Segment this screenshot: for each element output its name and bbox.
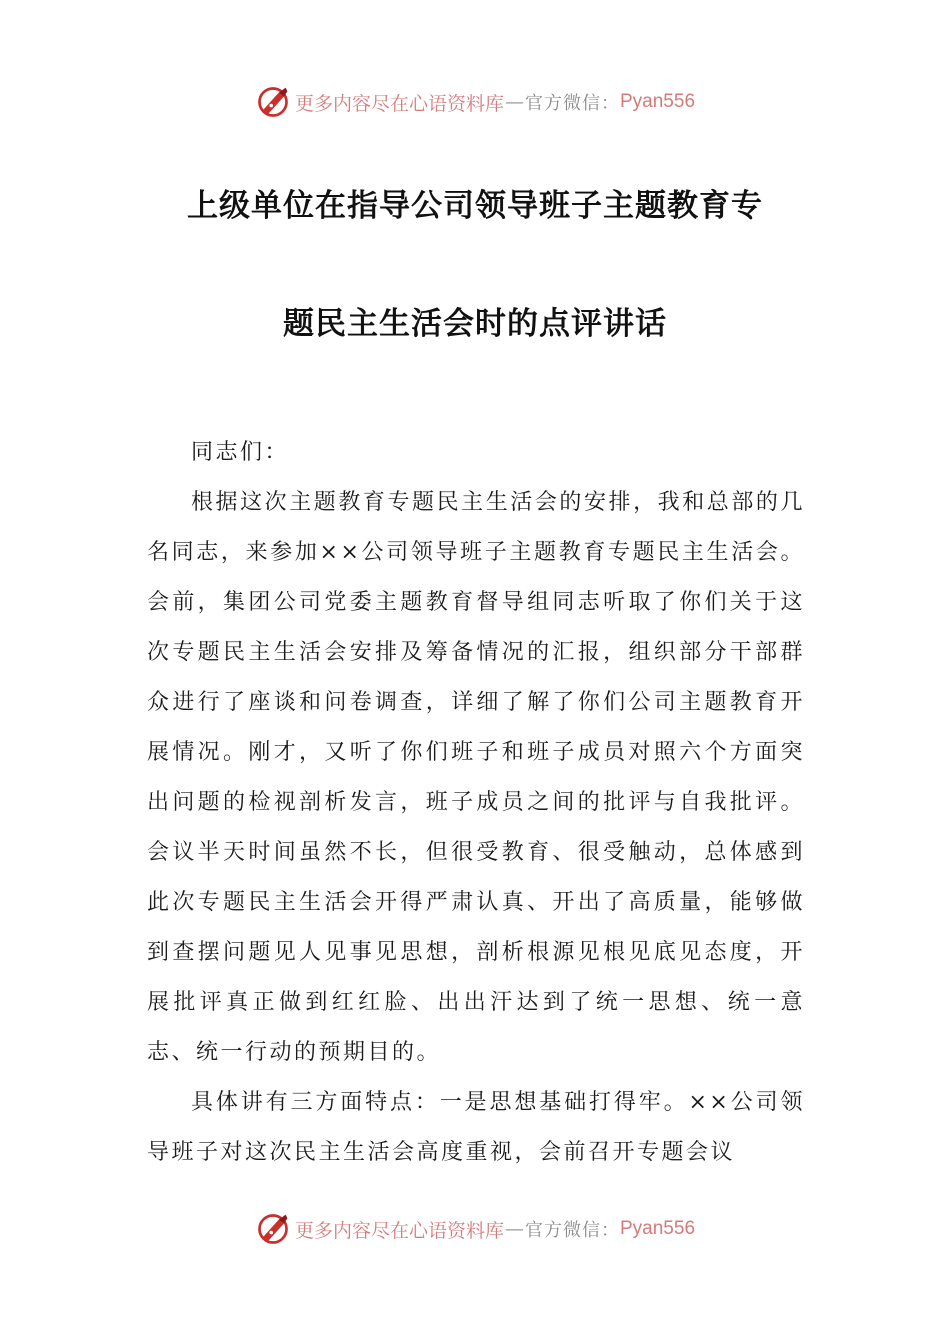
banner-sub-text: 官方微信：: [525, 93, 620, 114]
footer-banner-sub-text: 官方微信：: [525, 1220, 620, 1241]
salutation: 同志们：: [191, 440, 290, 465]
banner-main-text: 更多内容尽在心语资料库: [294, 92, 504, 115]
footer-banner-main-text: 更多内容尽在心语资料库: [294, 1219, 504, 1242]
pen-nib-logo-icon: [255, 1211, 291, 1247]
banner-dash: —: [505, 91, 524, 113]
document-body: [147, 428, 805, 1178]
footer-banner-content: [255, 1211, 695, 1247]
footer-banner-wechat-id: Pyan556: [620, 1218, 696, 1239]
page-title-line-1: 上级单位在指导公司领导班子主题教育专: [187, 188, 763, 224]
header-banner-content: [255, 84, 695, 120]
paragraph-1: 根据这次主题教育专题民主生活会的安排，我和总部的几名同志，来参加××公司领导班子主题教育专题民主生活会。会前，集团公司党委主题教育督导组同志听取了你们关于这次专题民主生活会安排及筹备情况的汇报，组织部分干部群众进行了座谈和问卷调查，详细了解了你们公司主题教育开展情况。刚才，又听了你们班子和班子成员对照六个方面突出问题的检视剖析发言，班子成员之间的批评与自我批评。会议半天时间虽然不长，但很受教育、很受触动，总体感到此次专题民主生活会开得严肃认真、开出了高质量，能够做到查摆问题见人见事见思想，剖析根源见根见底见态度，开展批评真正做到红红脸、出出汗达到了统一思想、统一意志、统一行动的预期目的。: [147, 490, 805, 1065]
footer-banner: [0, 1209, 950, 1249]
footer-banner-dash: —: [505, 1218, 524, 1240]
paragraph-2: 具体讲有三方面特点：一是思想基础打得牢。××公司领导班子对这次民主生活会高度重视，会前召开专题会议: [147, 1090, 805, 1165]
pen-nib-logo-icon: [255, 84, 291, 120]
page-title-line-2: 题民主生活会时的点评讲话: [283, 306, 667, 342]
banner-wechat-id: Pyan556: [620, 91, 696, 112]
header-banner: [0, 82, 950, 122]
